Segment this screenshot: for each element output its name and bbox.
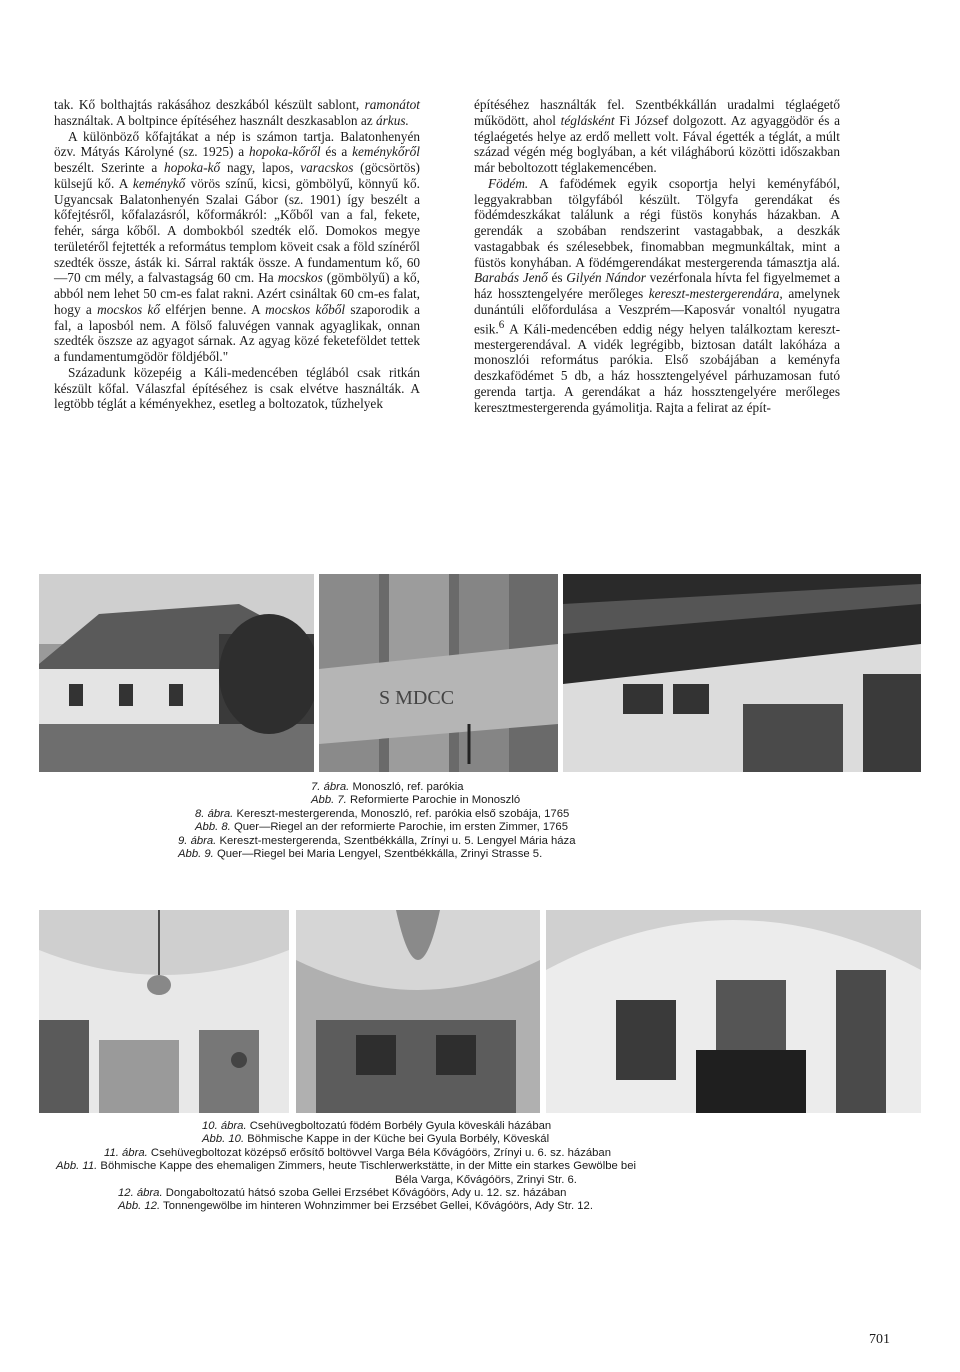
photo-cross-beam-1765	[319, 574, 558, 772]
caption-label: 9.	[204, 848, 214, 861]
caption-label: 10.	[228, 1133, 245, 1146]
text-run: nagy, lapos,	[220, 160, 301, 175]
caption-line	[56, 1133, 916, 1146]
text-run: és a	[320, 144, 353, 160]
caption-label: ábra.	[323, 781, 350, 793]
caption-label: ábra.	[122, 1146, 148, 1159]
text-run: amelynek dunántúli előfordulása a Veszprém—Kaposvár vonaltól nyugatra esik.	[474, 286, 841, 336]
caption-line	[178, 835, 878, 848]
caption-text: Csehüvegboltozat középső erősítő boltövvel Varga Béla Kővágóörs, Zrínyi u. 6. sz. házában	[150, 1146, 611, 1159]
text-run: (göcsörtös) külsejű kő. A	[54, 160, 420, 191]
caption-text: Dongaboltozatú hátsó szoba Gellei Erzsébet Kővágóörs, Ady u. 12. sz. házában	[165, 1187, 567, 1200]
text-run: A fafödémek egyik csoportja helyi keményfából, leggyakrabban tölgyfából készült. Tölgyfa gerendákat és födémdeszkákat találunk a régi füstös konyhás házakban. A gerendák a szobában rendszerint vastagabbak, a deszkák vastagabbak és szélesebbek, finomabban megmunkáltak, mint a füstös konyhában. A födémgerendákat mestergerenda támasztja alá.	[474, 175, 840, 270]
text-run: Fi József dolgozott. Az agyaggödör és a téglaégetés helye az erdő mellett volt. Fával égették a téglát, a múlt század végén még boglyában, a két világháború közötti időszakban már beboltozott téglakemencében.	[474, 112, 840, 175]
caption-text: Quer—Riegel an der reformierte Parochie, im ersten Zimmer, 1765	[233, 821, 568, 834]
caption-text: Kereszt-mestergerenda, Szentbékkálla, Zrínyi u. 5. Lengyel Mária háza	[219, 834, 576, 847]
caption-text: Monoszló, ref. parókia	[352, 781, 464, 793]
caption-line	[178, 848, 878, 861]
italic-term: keménykő	[132, 175, 186, 191]
caption-label: 11.	[82, 1160, 98, 1173]
italic-term: hopoka-kő	[164, 160, 221, 175]
caption-label: 8.	[221, 821, 231, 834]
italic-term: mocskos	[277, 270, 323, 286]
italic-term: Födém.	[488, 175, 529, 191]
caption-line	[56, 1187, 916, 1200]
text-run: és	[547, 270, 567, 286]
text-column-left	[54, 97, 420, 412]
text-run: (gömbölyű) a kő, abból nem lehet 50 cm-es falat rakni. Azért csináltak 60 cm-es falat, hogy a	[54, 270, 420, 317]
text-run: építéséhez használták fel. Szentbékkállán uradalmi téglaégető működött, ahol	[474, 97, 840, 128]
italic-term: mocskos kő	[97, 301, 161, 317]
vaulted-workshop-image	[296, 910, 540, 1113]
photo-barrel-vault-room	[546, 910, 921, 1113]
italic-term: árkus.	[375, 112, 409, 128]
text-run: szaporodik a fal, a laposból nem. A fölső faluvégen vannak agyaglikak, onnan szedték öszsze az agyagot sárnak. Az agyag közé feketeföldet tettek a fundamentumgödör földjéből."	[54, 301, 420, 364]
italic-term: ramonátot	[364, 97, 420, 112]
caption-label: ábra.	[136, 1187, 163, 1200]
caption-number: 12.	[118, 1187, 134, 1200]
caption-label: 12.	[144, 1200, 161, 1213]
captions-figures-7-9	[178, 781, 878, 861]
caption-number: Abb.	[118, 1200, 142, 1213]
text-run: elférjen benne. A	[160, 301, 266, 317]
caption-number: 11.	[104, 1146, 119, 1159]
caption-line	[56, 1200, 916, 1213]
italic-term: varacskos	[300, 160, 354, 175]
caption-number: 9.	[178, 834, 188, 847]
text-run: Századunk közepéig a Káli-medencében téglából csak ritkán készült kőfal. Válaszfal építéséhez is csak elvétve használták. A legtöbb téglát a kéményekhez, esetleg a boltozatok, tűzhelyek	[54, 364, 420, 412]
wooden-beam-image	[319, 574, 558, 772]
page-number: 701	[869, 1332, 890, 1347]
text-run: használtak. A boltpince építéséhez használt deszkasablon az	[54, 112, 376, 128]
caption-label: ábra.	[207, 807, 234, 820]
text-run: A Káli-medencében eddig négy helyen találkoztam kereszt-mestergerendával. A vidék legrégibb, biztosan datált lakóháza a monoszlói református parókia. Első szobájában a keményfa deszkafödémet 5 db, a ház hossztengelyével párhuzamosan futó gerenda tartja. A gerendákat a ház hossztengelyére merőleges keresztmestergerenda gyámolitja. Rajta a felirat az épít-	[474, 320, 840, 415]
photo-monoszlo-parsonage	[39, 574, 314, 772]
vaulted-room-image	[546, 910, 921, 1113]
caption-line	[178, 808, 878, 821]
paragraph	[474, 97, 840, 176]
caption-text: Reformierte Parochie in Monoszló	[349, 794, 521, 807]
caption-text: Tonnengewölbe im hinteren Wohnzimmer bei Erzsébet Gellei, Kővágóörs, Ady Str. 12.	[163, 1200, 593, 1213]
caption-number: 8.	[195, 807, 205, 820]
text-run: vezérfonala hívta fel figyelmemet a ház hossztengelyére merőleges	[474, 270, 840, 301]
italic-term: téglásként	[560, 112, 615, 128]
room-ceiling-image	[563, 574, 921, 772]
caption-text: Böhmische Kappe des ehemaligen Zimmers, heute Tischlerwerkstätte, in der Mitte ein starkes Gewölbe bei	[100, 1160, 637, 1173]
caption-label: ábra.	[190, 834, 217, 847]
caption-line	[56, 1174, 916, 1187]
caption-line	[56, 1160, 916, 1173]
caption-number: 7.	[311, 781, 321, 793]
text-run: vörös színű, kicsi, gömbölyű, könnyű kő. Ugyancsak Balatonhenyén Szalai Gábor (sz. 1901) így beszélt a kőfejtésről, kőfalazásról, kőformákról: „Kőből van a fal, fekete, fehér, sárga kőből. A dombokból szedték elő. Domokos megye területéről fejtették a református templom köveit csak a föld színéről szedték össze, ásták ki. Sárral rakták össze. A fundamentum kő, 60—70 cm mély, a falvastagság 60 cm. Ha	[54, 175, 420, 286]
caption-line	[56, 1120, 916, 1133]
italic-term: mocskos kőből	[265, 301, 346, 317]
caption-label: 7.	[337, 794, 347, 807]
footnote-ref: 6	[498, 318, 505, 331]
caption-text: Béla Varga, Kővágóörs, Zrinyi Str. 6.	[395, 1173, 577, 1186]
caption-number: 10.	[202, 1120, 218, 1132]
photo-cross-beam-szentbekkalla	[563, 574, 921, 772]
caption-line	[178, 821, 878, 834]
beam-inscription: S MDCC	[379, 687, 455, 709]
caption-number: Abb.	[178, 848, 202, 861]
text-column-right	[474, 97, 840, 415]
paragraph	[54, 97, 420, 129]
captions-figures-10-12	[56, 1120, 916, 1214]
paragraph	[54, 129, 420, 365]
caption-number: Abb.	[202, 1133, 226, 1146]
caption-text: Quer—Riegel bei Maria Lengyel, Szentbékkálla, Zrinyi Strasse 5.	[216, 848, 543, 861]
paragraph	[474, 176, 840, 416]
caption-number: Abb.	[56, 1160, 80, 1173]
italic-term: kereszt-mestergerendára,	[648, 286, 783, 301]
caption-text: Kereszt-mestergerenda, Monoszló, ref. parókia első szobája, 1765	[236, 807, 570, 820]
photo-bohemian-vault-workshop	[296, 910, 540, 1113]
caption-number: Abb.	[311, 794, 335, 807]
italic-term: Barabás Jenő	[474, 270, 548, 286]
caption-line	[56, 1147, 916, 1160]
caption-line	[178, 781, 878, 794]
photo-bohemian-vault-kitchen	[39, 910, 289, 1113]
caption-number: Abb.	[195, 821, 219, 834]
caption-label: ábra.	[220, 1120, 247, 1132]
house-exterior-image	[39, 574, 314, 772]
vaulted-kitchen-image	[39, 910, 289, 1113]
text-run: beszélt. Szerinte a	[54, 160, 165, 175]
italic-term: hopoka-kőről	[248, 144, 321, 160]
italic-term: keménykőről	[352, 144, 420, 160]
caption-text: Böhmische Kappe in der Küche bei Gyula Borbély, Köveskál	[247, 1133, 550, 1146]
caption-line	[178, 794, 878, 807]
italic-term: Gilyén Nándor	[566, 270, 646, 286]
text-run: A különböző kőfajtákat a nép is számon tartja. Balatonhenyén özv. Mátyás Károlyné (sz. 1925) a	[54, 128, 420, 160]
caption-text: Csehüvegboltozatú födém Borbély Gyula köveskáli házában	[249, 1120, 552, 1132]
text-run: tak. Kő bolthajtás rakásához deszkából készült sablont,	[54, 97, 365, 112]
paragraph	[54, 365, 420, 412]
